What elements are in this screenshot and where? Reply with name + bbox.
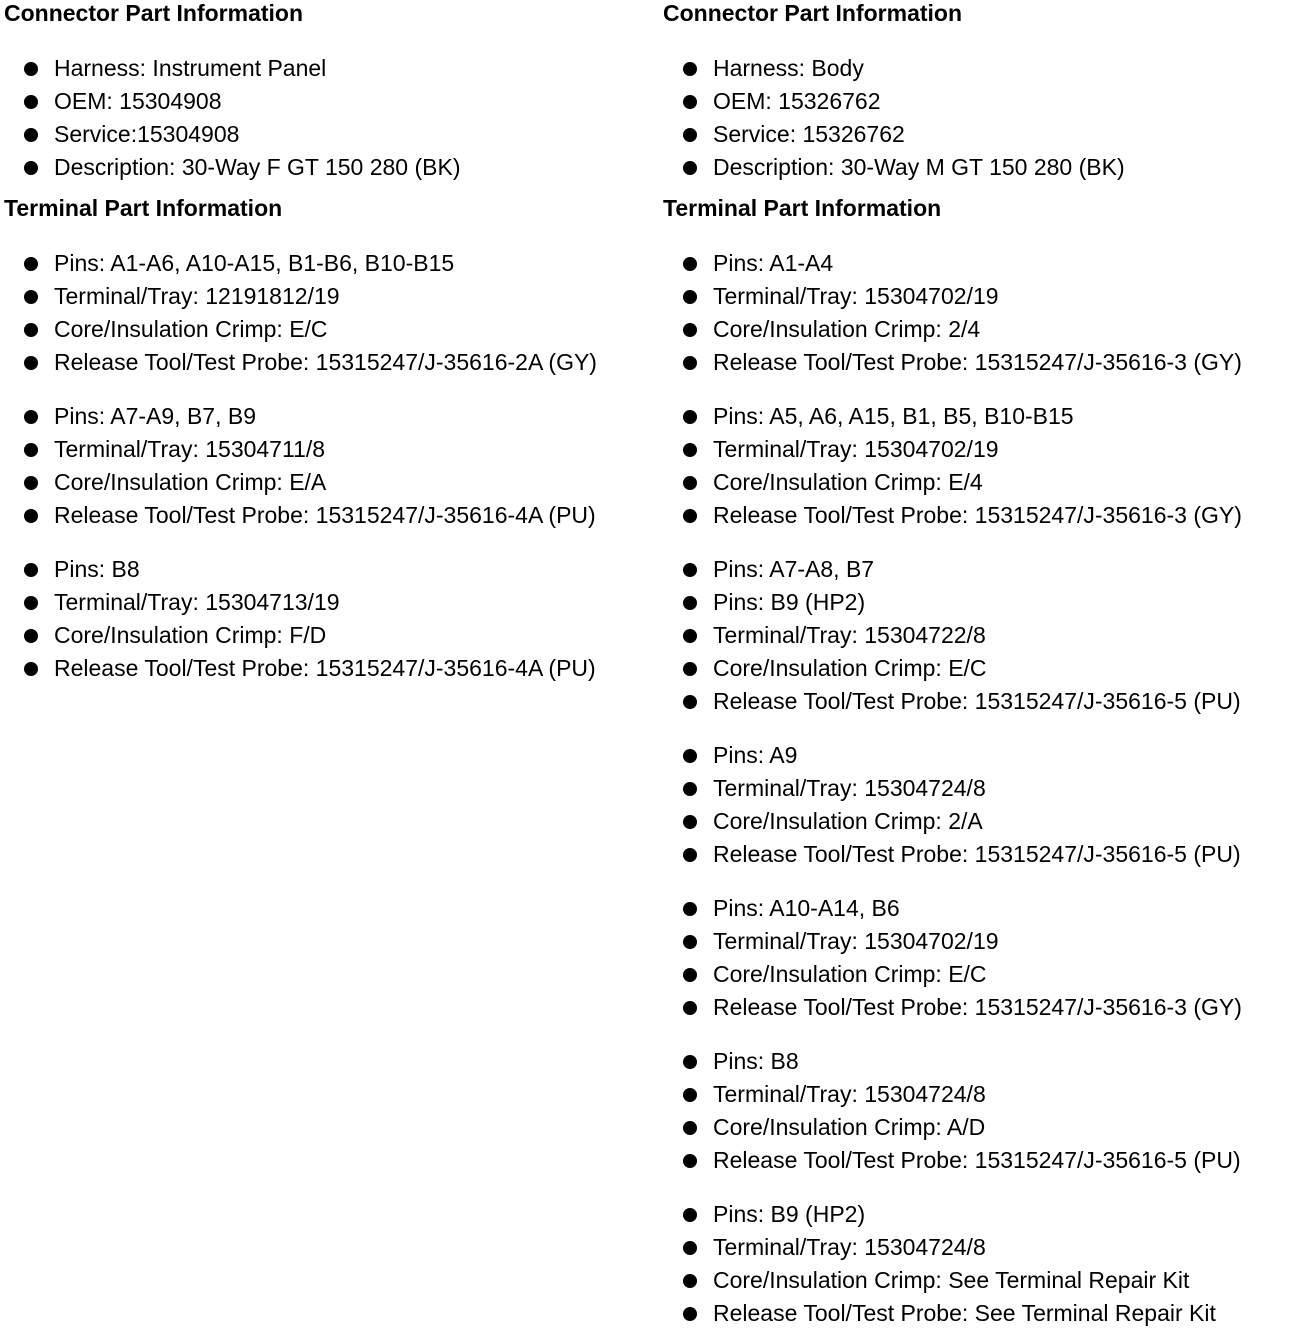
list-item-text: OEM: 15304908: [54, 88, 222, 114]
bullet-icon: [24, 443, 38, 457]
list-item-text: Release Tool/Test Probe: 15315247/J-35616-2A (GY): [54, 349, 597, 375]
bullet-icon: [683, 1088, 697, 1102]
list-item: [663, 1264, 1312, 1297]
list-item-text: Release Tool/Test Probe: 15315247/J-35616-4A (PU): [54, 655, 596, 681]
bullet-icon: [683, 128, 697, 142]
terminal-part-list: [663, 1045, 1312, 1177]
terminal-part-list: [663, 1198, 1312, 1330]
list-item: [4, 400, 659, 433]
bullet-icon: [683, 629, 697, 643]
list-item-text: Release Tool/Test Probe: See Terminal Repair Kit: [713, 1300, 1216, 1326]
list-item: [663, 85, 1312, 118]
bullet-icon: [683, 596, 697, 610]
list-item: [663, 553, 1312, 586]
list-item-text: Pins: A5, A6, A15, B1, B5, B10-B15: [713, 403, 1074, 429]
list-item-text: Terminal/Tray: 12191812/19: [54, 283, 340, 309]
list-item: [663, 1198, 1312, 1231]
bullet-icon: [683, 1274, 697, 1288]
list-item: [663, 433, 1312, 466]
list-item-text: Core/Insulation Crimp: See Terminal Repair Kit: [713, 1267, 1190, 1293]
bullet-icon: [683, 662, 697, 676]
bullet-icon: [683, 563, 697, 577]
list-item-text: Release Tool/Test Probe: 15315247/J-35616-3 (GY): [713, 994, 1242, 1020]
bullet-icon: [683, 1055, 697, 1069]
list-item: [663, 1078, 1312, 1111]
bullet-icon: [683, 749, 697, 763]
list-item-text: Core/Insulation Crimp: E/A: [54, 469, 327, 495]
list-item-text: Core/Insulation Crimp: E/C: [713, 655, 987, 681]
list-item-text: Core/Insulation Crimp: E/C: [54, 316, 328, 342]
terminal-part-list: [663, 553, 1312, 718]
list-item: [663, 118, 1312, 151]
list-item: [663, 151, 1312, 184]
terminal-part-list: [663, 400, 1312, 532]
list-item-text: Terminal/Tray: 15304724/8: [713, 1081, 986, 1107]
list-item: [4, 652, 659, 685]
list-item-text: Pins: B9 (HP2): [713, 1201, 866, 1227]
bullet-icon: [683, 257, 697, 271]
terminal-part-heading: Terminal Part Information: [663, 195, 942, 221]
list-item: [663, 838, 1312, 871]
terminal-part-list: [4, 553, 659, 685]
list-item-text: Terminal/Tray: 15304713/19: [54, 589, 340, 615]
list-item-text: Terminal/Tray: 15304711/8: [54, 436, 326, 462]
list-item: [663, 739, 1312, 772]
list-item-text: Terminal/Tray: 15304702/19: [713, 436, 999, 462]
bullet-icon: [683, 1001, 697, 1015]
list-item-text: Pins: B8: [54, 556, 140, 582]
list-item: [4, 553, 659, 586]
list-item-text: Core/Insulation Crimp: E/4: [713, 469, 983, 495]
bullet-icon: [683, 1241, 697, 1255]
bullet-icon: [683, 1121, 697, 1135]
list-item-text: Terminal/Tray: 15304702/19: [713, 283, 999, 309]
list-item-text: Terminal/Tray: 15304722/8: [713, 622, 986, 648]
terminal-part-list: [663, 739, 1312, 871]
list-item: [4, 433, 659, 466]
list-item: [663, 805, 1312, 838]
list-item-text: Pins: A9: [713, 742, 798, 768]
list-item-text: Service: 15326762: [713, 121, 905, 147]
list-item: [4, 499, 659, 532]
list-item-text: Service:15304908: [54, 121, 240, 147]
list-item: [4, 466, 659, 499]
list-item: [4, 619, 659, 652]
bullet-icon: [683, 356, 697, 370]
list-item: [4, 247, 659, 280]
bullet-icon: [24, 509, 38, 523]
bullet-icon: [683, 935, 697, 949]
bullet-icon: [683, 410, 697, 424]
list-item-text: Harness: Body: [713, 55, 864, 81]
list-item-text: Pins: A7-A8, B7: [713, 556, 875, 582]
list-item-text: Harness: Instrument Panel: [54, 55, 327, 81]
connector-part-heading: Connector Part Information: [4, 0, 304, 26]
bullet-icon: [683, 1307, 697, 1321]
list-item: [663, 52, 1312, 85]
terminal-part-heading: Terminal Part Information: [4, 195, 283, 221]
list-item: [663, 892, 1312, 925]
bullet-icon: [683, 695, 697, 709]
list-item: [663, 346, 1312, 379]
terminal-part-list: [663, 892, 1312, 1024]
list-item-text: Pins: A10-A14, B6: [713, 895, 900, 921]
bullet-icon: [683, 95, 697, 109]
bullet-icon: [683, 509, 697, 523]
list-item: [663, 1111, 1312, 1144]
list-item: [4, 346, 659, 379]
list-item-text: Core/Insulation Crimp: A/D: [713, 1114, 986, 1140]
list-item: [663, 247, 1312, 280]
list-item: [4, 586, 659, 619]
list-item: [663, 499, 1312, 532]
bullet-icon: [24, 596, 38, 610]
list-item: [663, 958, 1312, 991]
bullet-icon: [683, 323, 697, 337]
bullet-icon: [683, 902, 697, 916]
connector-part-list: [4, 52, 659, 184]
list-item-text: Pins: A7-A9, B7, B9: [54, 403, 257, 429]
bullet-icon: [683, 62, 697, 76]
terminal-part-list: [4, 400, 659, 532]
list-item: [4, 52, 659, 85]
list-item-text: Core/Insulation Crimp: 2/4: [713, 316, 981, 342]
list-item-text: Release Tool/Test Probe: 15315247/J-35616-5 (PU): [713, 841, 1241, 867]
list-item: [4, 280, 659, 313]
list-item-text: Terminal/Tray: 15304724/8: [713, 775, 986, 801]
bullet-icon: [24, 95, 38, 109]
list-item-text: Release Tool/Test Probe: 15315247/J-35616-5 (PU): [713, 688, 1241, 714]
list-item: [663, 586, 1312, 619]
list-item: [663, 1045, 1312, 1078]
bullet-icon: [683, 476, 697, 490]
list-item: [663, 1144, 1312, 1177]
bullet-icon: [24, 128, 38, 142]
list-item-text: OEM: 15326762: [713, 88, 881, 114]
list-item-text: Terminal/Tray: 15304724/8: [713, 1234, 986, 1260]
list-item-text: Description: 30-Way F GT 150 280 (BK): [54, 154, 461, 180]
bullet-icon: [24, 290, 38, 304]
list-item: [4, 85, 659, 118]
bullet-icon: [683, 290, 697, 304]
list-item: [663, 991, 1312, 1024]
list-item: [663, 1297, 1312, 1330]
list-item-text: Core/Insulation Crimp: E/C: [713, 961, 987, 987]
connector-part-heading: Connector Part Information: [663, 0, 963, 26]
bullet-icon: [24, 662, 38, 676]
connector-part-list: [663, 52, 1312, 184]
list-item-text: Core/Insulation Crimp: 2/A: [713, 808, 983, 834]
bullet-icon: [683, 968, 697, 982]
right-column: [663, 0, 1312, 1330]
list-item: [4, 313, 659, 346]
list-item: [4, 118, 659, 151]
list-item: [663, 313, 1312, 346]
bullet-icon: [683, 1208, 697, 1222]
list-item-text: Release Tool/Test Probe: 15315247/J-35616-3 (GY): [713, 502, 1242, 528]
list-item: [663, 280, 1312, 313]
terminal-part-list: [4, 247, 659, 379]
list-item-text: Release Tool/Test Probe: 15315247/J-35616-4A (PU): [54, 502, 596, 528]
list-item-text: Pins: A1-A6, A10-A15, B1-B6, B10-B15: [54, 250, 455, 276]
list-item: [663, 925, 1312, 958]
bullet-icon: [683, 848, 697, 862]
bullet-icon: [24, 323, 38, 337]
list-item-text: Pins: B8: [713, 1048, 799, 1074]
bullet-icon: [683, 443, 697, 457]
list-item-text: Core/Insulation Crimp: F/D: [54, 622, 327, 648]
bullet-icon: [24, 257, 38, 271]
bullet-icon: [683, 1154, 697, 1168]
list-item: [663, 400, 1312, 433]
list-item: [663, 685, 1312, 718]
bullet-icon: [24, 62, 38, 76]
bullet-icon: [24, 476, 38, 490]
bullet-icon: [24, 563, 38, 577]
bullet-icon: [24, 410, 38, 424]
list-item: [663, 772, 1312, 805]
list-item-text: Release Tool/Test Probe: 15315247/J-35616-5 (PU): [713, 1147, 1241, 1173]
list-item-text: Release Tool/Test Probe: 15315247/J-35616-3 (GY): [713, 349, 1242, 375]
bullet-icon: [683, 161, 697, 175]
bullet-icon: [683, 815, 697, 829]
list-item-text: Description: 30-Way M GT 150 280 (BK): [713, 154, 1125, 180]
terminal-part-list: [663, 247, 1312, 379]
list-item-text: Pins: A1-A4: [713, 250, 834, 276]
list-item: [663, 466, 1312, 499]
list-item: [663, 1231, 1312, 1264]
list-item: [663, 652, 1312, 685]
bullet-icon: [24, 629, 38, 643]
list-item-text: Terminal/Tray: 15304702/19: [713, 928, 999, 954]
bullet-icon: [683, 782, 697, 796]
list-item: [663, 619, 1312, 652]
bullet-icon: [24, 161, 38, 175]
list-item: [4, 151, 659, 184]
left-column: [4, 0, 659, 685]
bullet-icon: [24, 356, 38, 370]
list-item-text: Pins: B9 (HP2): [713, 589, 866, 615]
